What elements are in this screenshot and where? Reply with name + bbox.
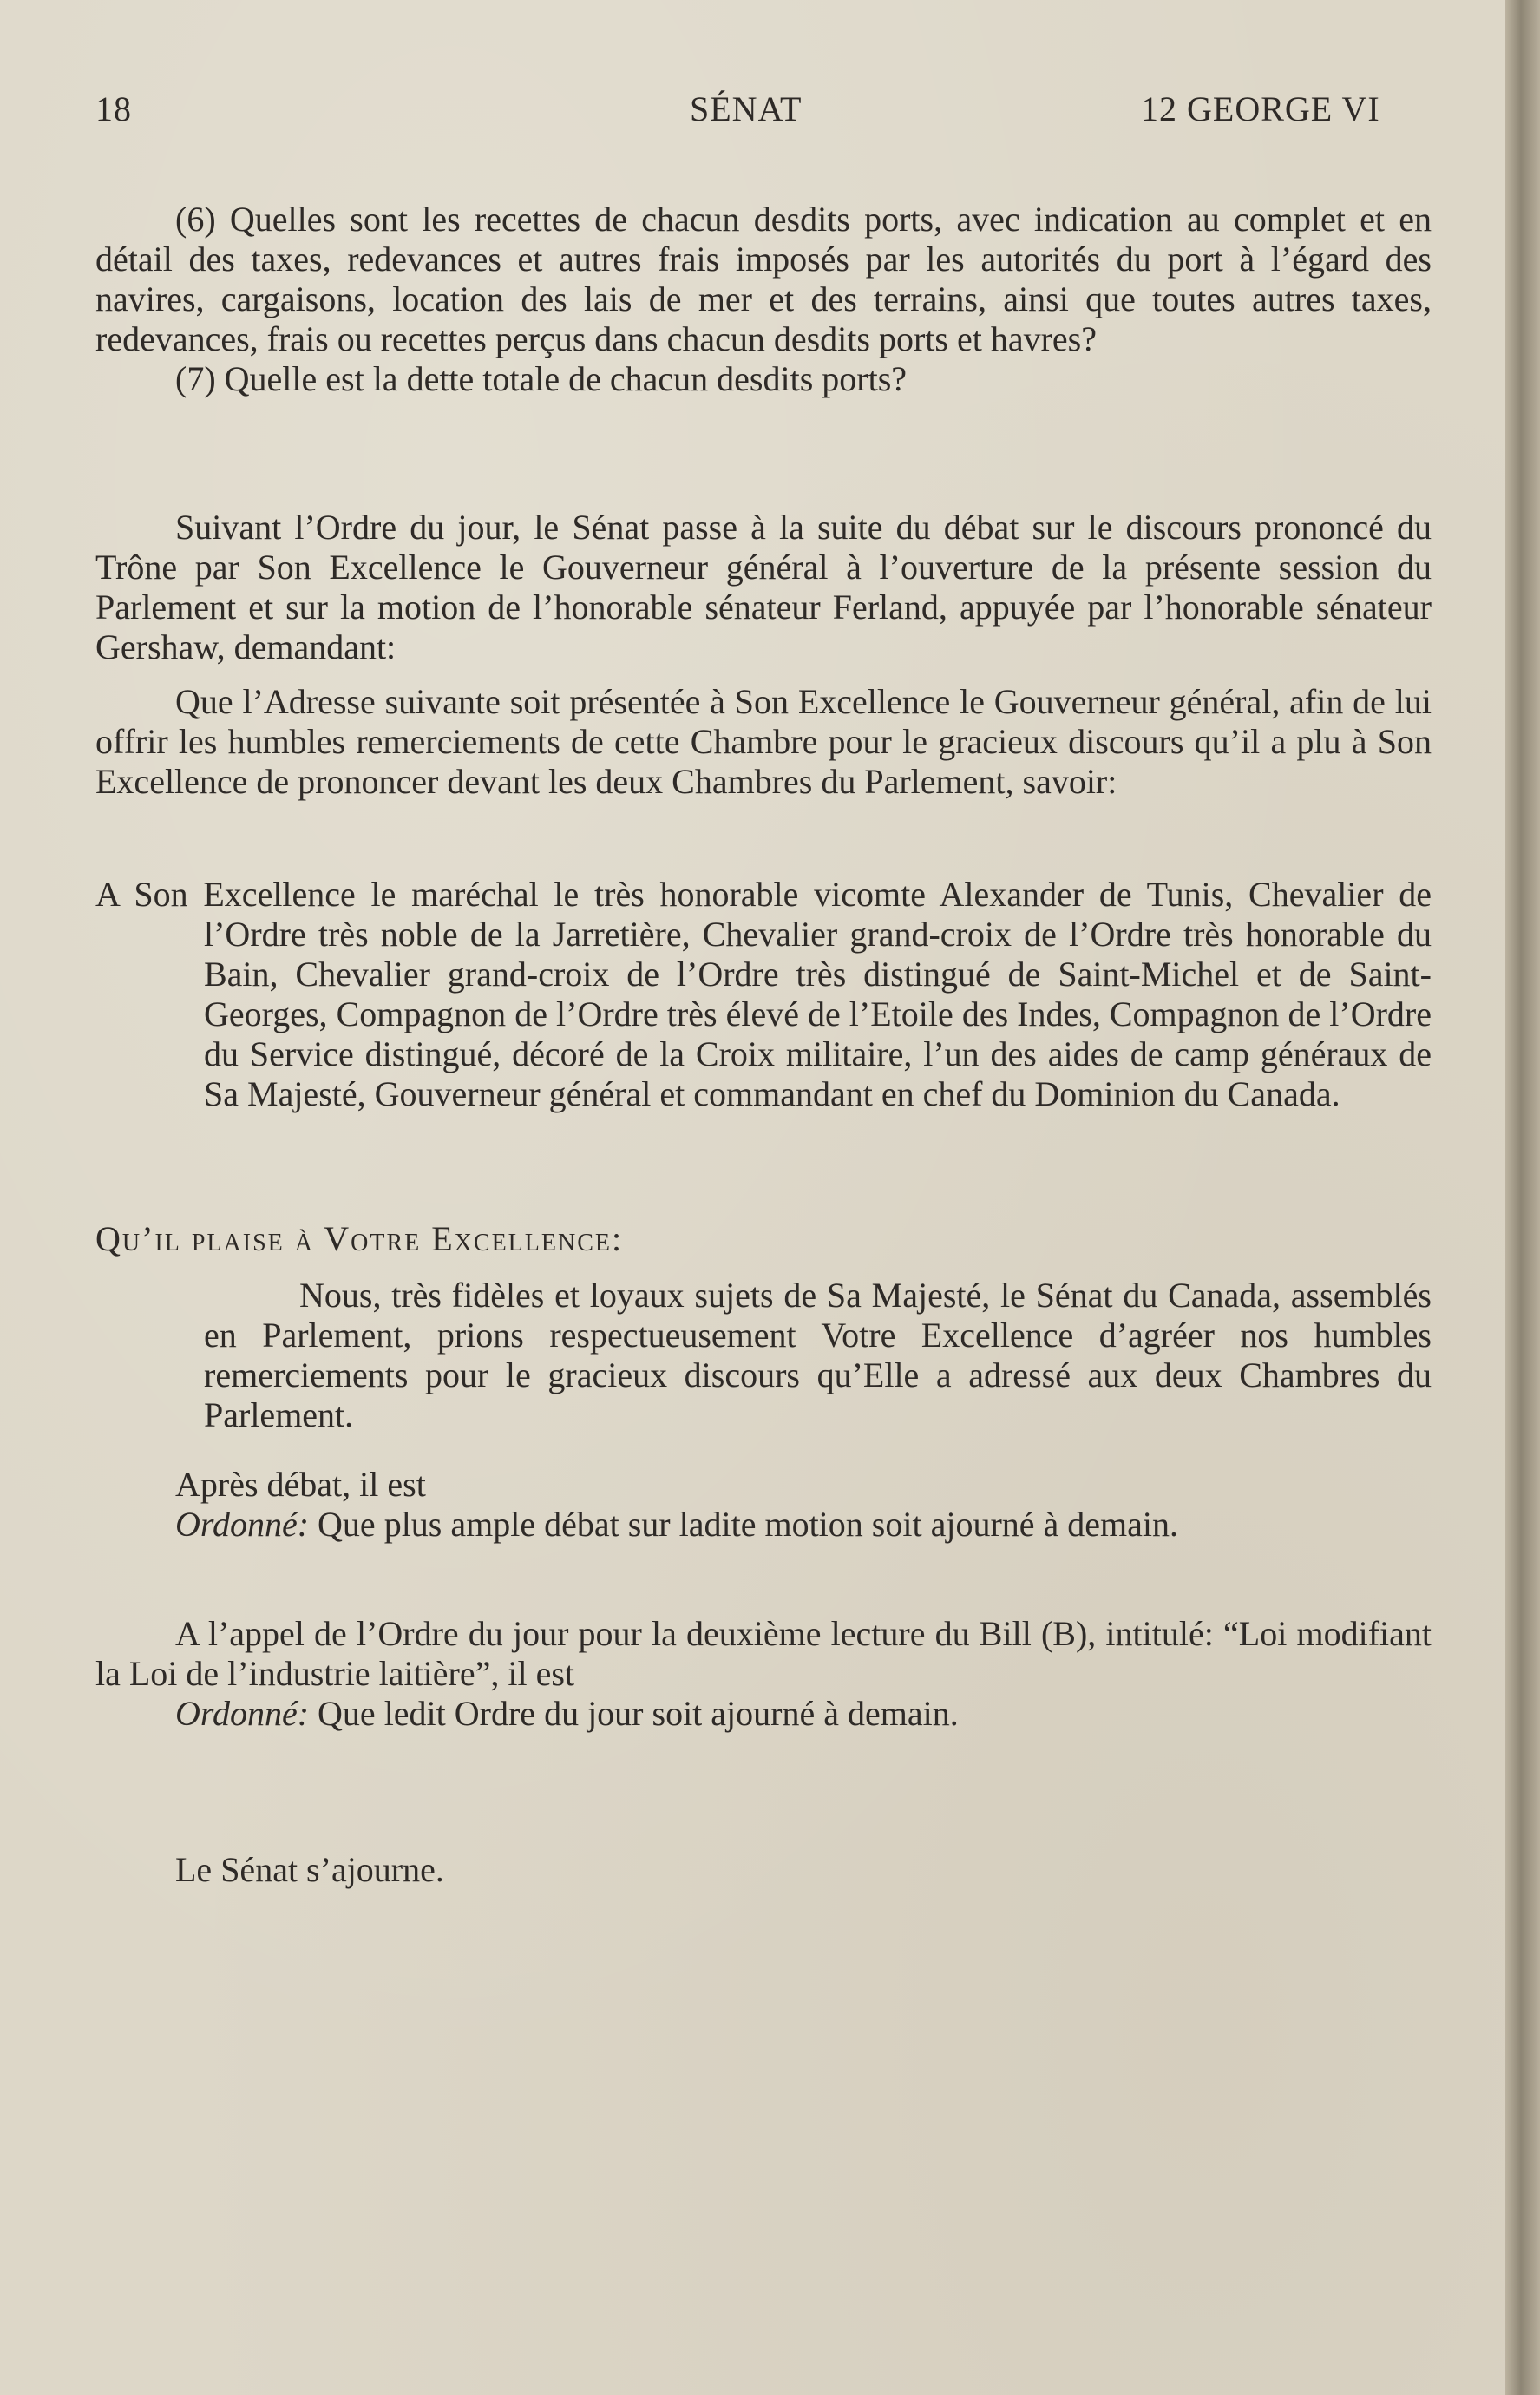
question-6: (6) Quelles sont les recettes de chacun desdits ports, avec indication au complet et en détail des taxes, redevances et autres frais imposés par les autorités du port à l’égard des navires, cargaisons, location des lais de mer et des terrains, ainsi que toutes autres taxes, redevances, frais ou recettes perçus dans chacun desdits ports et havres? xyxy=(95,200,1432,358)
salutation-paragraph: A Son Excellence le maréchal le très honorable vicomte Alexander de Tunis, Chevalier de l’Ordre très noble de la Jarretière, Chevalier grand-croix de l’Ordre très honorable du Bain, Chevalier grand-croix de l’Ordre très distingué de Saint-Michel et de Saint-Georges, Compagnon de l’Ordre très élevé de l’Etoile des Indes, Compagnon de l’Ordre du Service distingué, décoré de la Croix militaire, l’un des aides de camp généraux de Sa Majesté, Gouverneur général et commandant en chef du Dominion du Canada. xyxy=(95,875,1432,1113)
ordered-label-2: Ordonné: xyxy=(175,1694,310,1733)
after-debate: Après débat, il est xyxy=(175,1465,426,1504)
address-body: Nous, très fidèles et loyaux sujets de Sa Majesté, le Sénat du Canada, assemblés en Parlement, prions respectueusement Votre Excellence d’agréer nos humbles remerciements pour le gracieux discours qu’Elle a adressé aux deux Chambres du Parlement. xyxy=(204,1276,1432,1434)
debate-intro: Suivant l’Ordre du jour, le Sénat passe à la suite du débat sur le discours prononcé du Trône par Son Excellence le Gouverneur général à l’ouverture de la présente session du Parlement et sur la motion de l’honorable sénateur Ferland, appuyée par l’honorable sénateur Gershaw, demandant: xyxy=(95,508,1432,666)
address-paragraph: Que l’Adresse suivante soit présentée à Son Excellence le Gouverneur général, afin de lui offrir les humbles remerciements de cette Chambre pour le gracieux discours qu’il a plu à Son Excellence de prononcer devant les deux Chambres du Parlement, savoir: xyxy=(95,682,1432,801)
running-head-right: 12 GEORGE VI xyxy=(1141,89,1380,128)
page-number: 18 xyxy=(95,89,132,128)
ordered-line-1 xyxy=(95,1505,1432,1545)
ordered-text-2: Que ledit Ordre du jour soit ajourné à demain. xyxy=(318,1694,959,1733)
adjourn-line: Le Sénat s’ajourne. xyxy=(175,1850,444,1889)
ordered-line-2 xyxy=(95,1694,1432,1734)
debate-intro-block xyxy=(95,508,1432,667)
bill-call: A l’appel de l’Ordre du jour pour la deuxième lecture du Bill (B), intitulé: “Loi modifiant la Loi de l’industrie laitière”, il est xyxy=(95,1614,1432,1693)
ordered-text: Que plus ample débat sur ladite motion soit ajourné à demain. xyxy=(318,1505,1179,1544)
plea-heading: Qu’il plaise à Votre Excellence: xyxy=(95,1219,624,1258)
plea-block xyxy=(95,1219,1432,1259)
ordered-label: Ordonné: xyxy=(175,1505,310,1544)
salutation-block xyxy=(95,875,1432,1114)
binding-edge xyxy=(1505,0,1540,2395)
adjourn-block xyxy=(95,1850,1432,1890)
address-body-block xyxy=(95,1276,1432,1435)
running-head-title: SÉNAT xyxy=(690,89,803,128)
question-7: (7) Quelle est la dette totale de chacun desdits ports? xyxy=(175,359,908,398)
questions-block xyxy=(95,200,1432,399)
address-block xyxy=(95,682,1432,802)
bill-block xyxy=(95,1614,1432,1734)
after-debate-block xyxy=(95,1465,1432,1545)
